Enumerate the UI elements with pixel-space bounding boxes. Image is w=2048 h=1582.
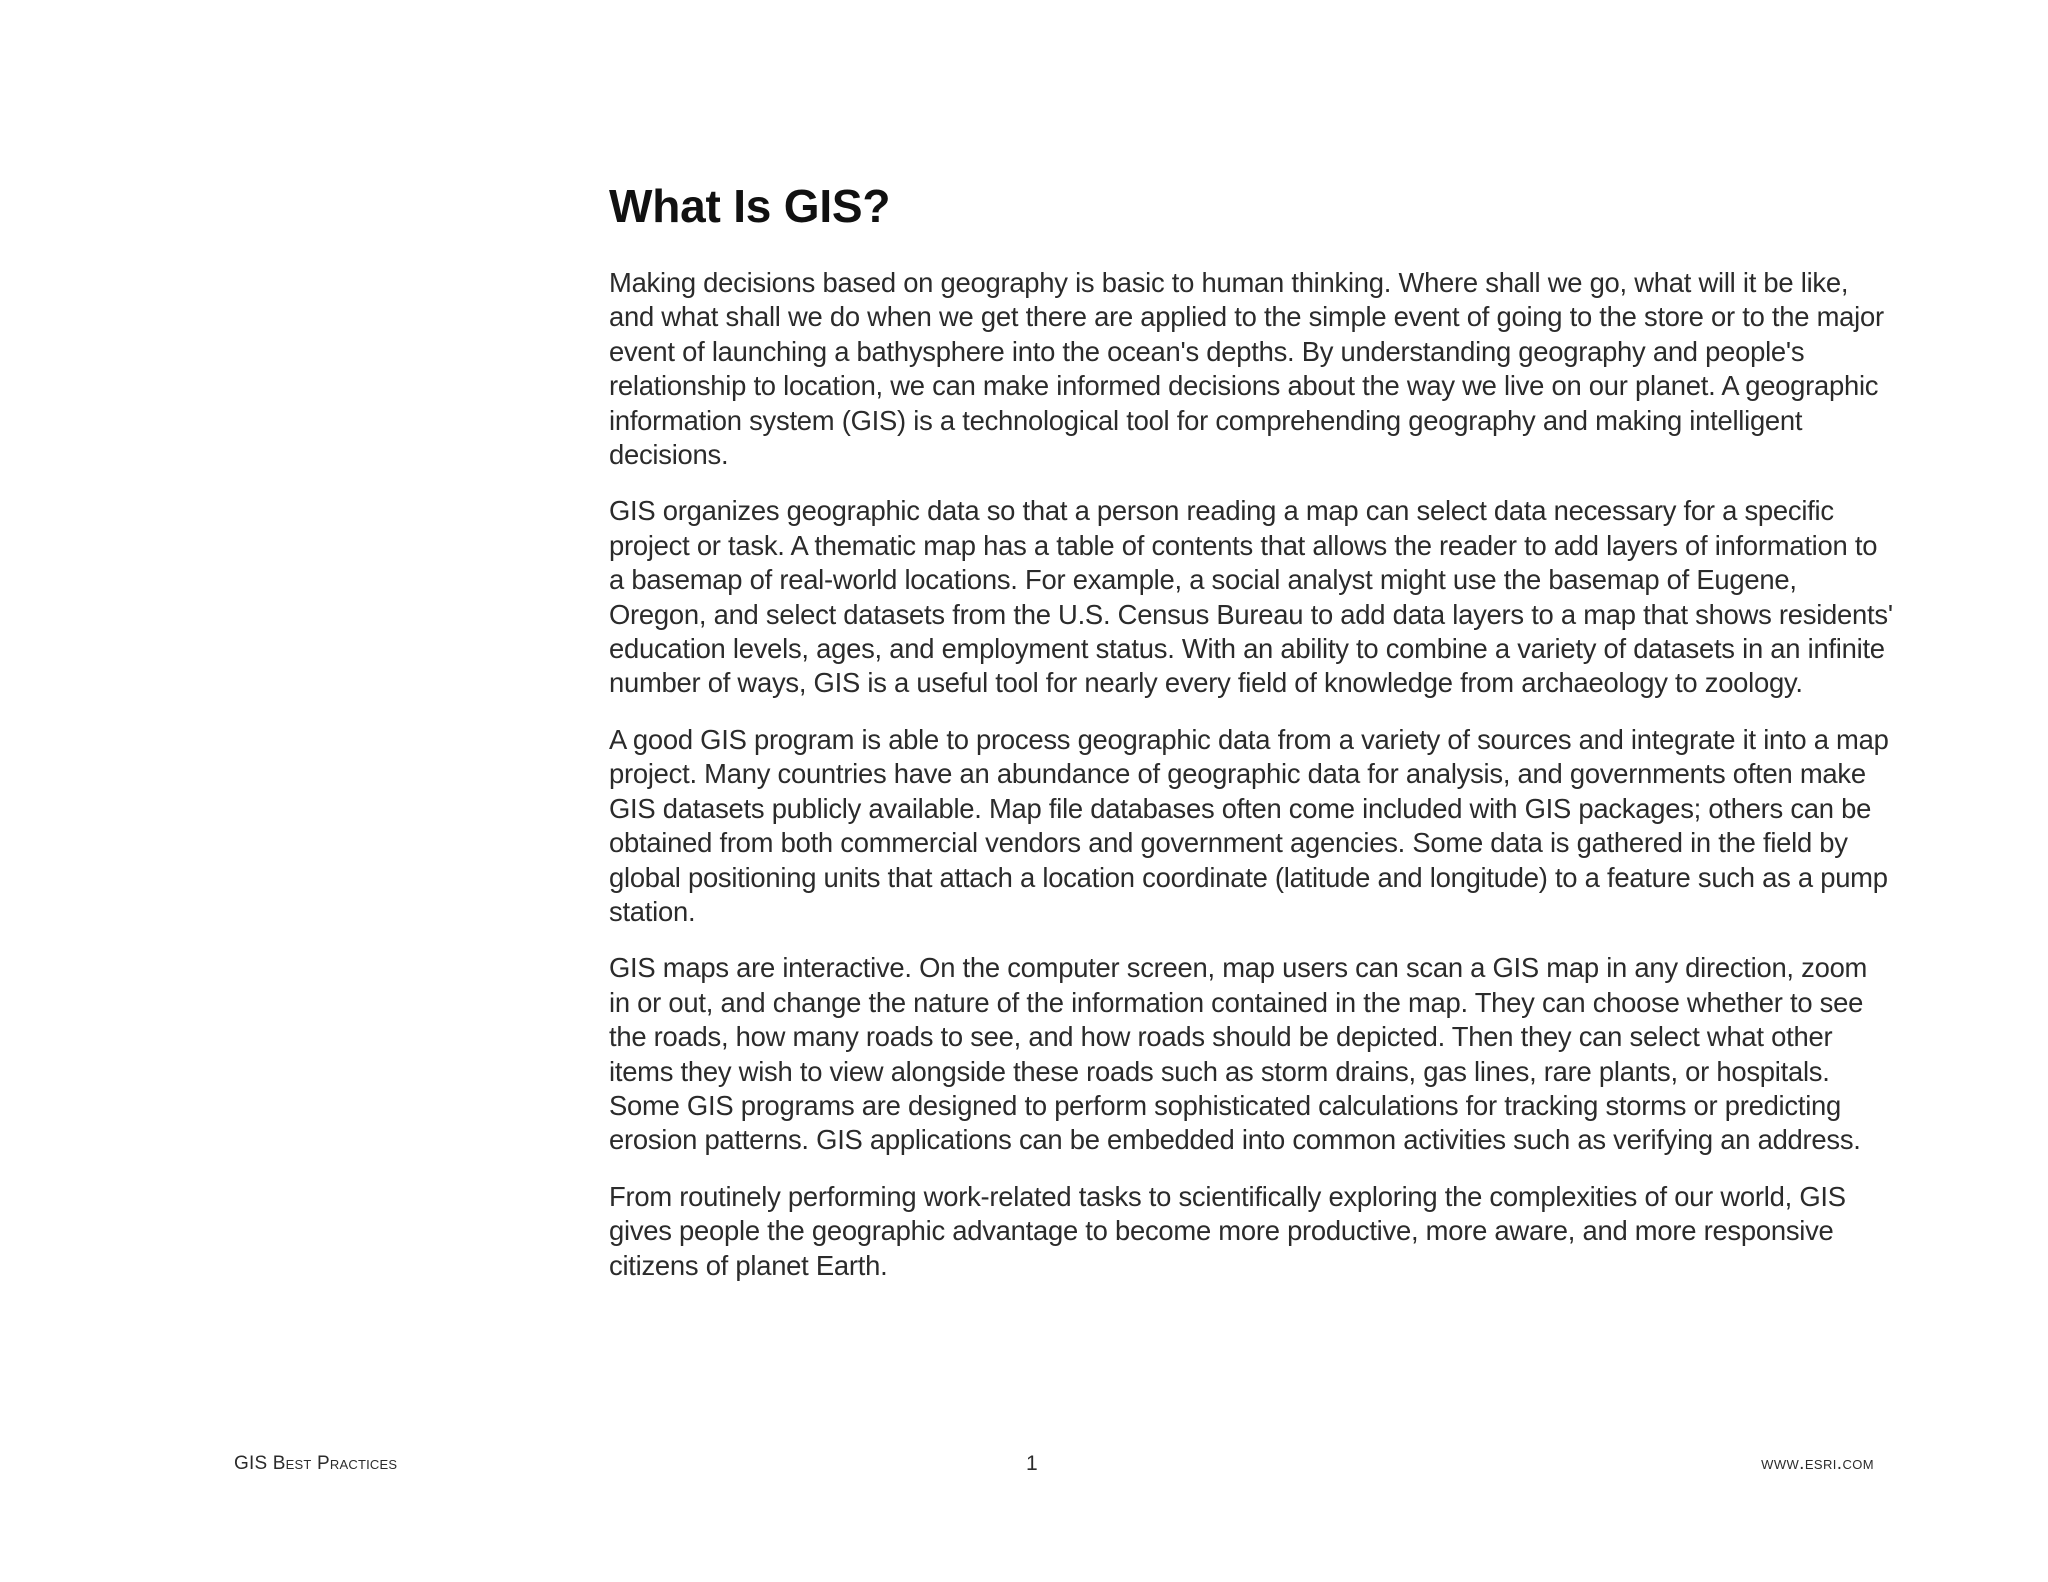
paragraph: A good GIS program is able to process geographic data from a variety of sources and integrate it into a map project. Many countries have an abundance of geographic data for analysis, and governments often make GIS datasets publicly available. Map file databases often come included with GIS packages; others can be obtained from both commercial vendors and government agencies. Some data is gathered in the field by global positioning units that attach a location coordinate (latitude and longitude) to a feature such as a pump station. (609, 723, 1889, 927)
page-title: What Is GIS? (609, 180, 891, 232)
paragraph: Making decisions based on geography is basic to human thinking. Where shall we go, what will it be like, and what shall we do when we get there are applied to the simple event of going to the store or to the major event of launching a bathysphere into the ocean's depths. By understanding geography and people's relationship to location, we can make informed decisions about the way we live on our planet. A geographic information system (GIS) is a technological tool for comprehending geography and making intelligent decisions. (609, 267, 1884, 471)
footer-page-number: 1 (1026, 1452, 1038, 1475)
paragraph: From routinely performing work-related tasks to scientifically exploring the complexities of our world, GIS gives people the geographic advantage to become more productive, more aware, and more responsive citizens of planet Earth. (609, 1180, 1846, 1281)
body-text (609, 266, 1894, 1283)
paragraph: GIS organizes geographic data so that a person reading a map can select data necessary for a specific project or task. A thematic map has a table of contents that allows the reader to add layers of information to a basemap of real-world locations. For example, a social analyst might use the basemap of Eugene, Oregon, and select datasets from the U.S. Census Bureau to add data layers to a map that shows residents' education levels, ages, and employment status. With an ability to combine a variety of datasets in an infinite number of ways, GIS is a useful tool for nearly every field of knowledge from archaeology to zoology. (609, 495, 1893, 699)
footer-publication-title: GIS Best Practices (234, 1453, 398, 1474)
main-content (609, 178, 1894, 1305)
paragraph: GIS maps are interactive. On the computer screen, map users can scan a GIS map in any direction, zoom in or out, and change the nature of the information contained in the map. They can choose whether to see the roads, how many roads to see, and how roads should be depicted. Then they can select what other items they wish to view alongside these roads such as storm drains, gas lines, rare plants, or hospitals. Some GIS programs are designed to perform sophisticated calculations for tracking storms or predicting erosion patterns. GIS applications can be embedded into common activities such as verifying an address. (609, 952, 1868, 1156)
footer-website: www.esri.com (1761, 1453, 1874, 1474)
